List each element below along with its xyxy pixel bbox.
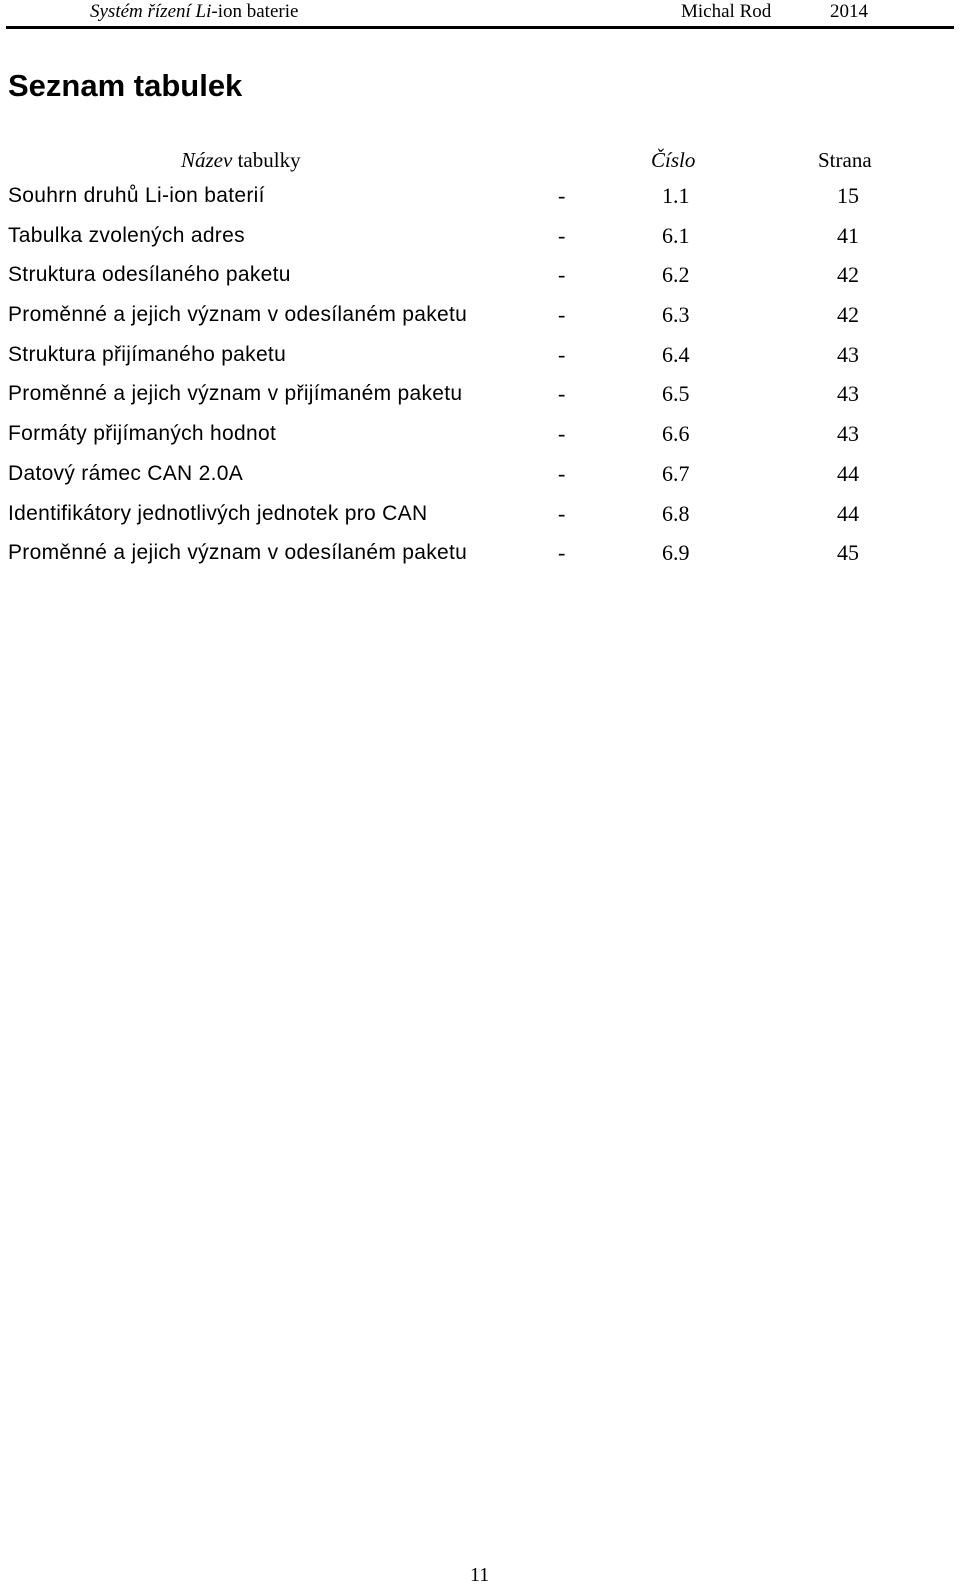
entry-page: 44 [837,500,859,526]
page-title: Seznam tabulek [8,68,243,103]
year: 2014 [830,1,868,22]
entry-dash: - [558,500,566,526]
entry-name: Formáty přijímaných hodnot [8,422,277,446]
entry-name: Proměnné a jejich význam v přijímaném paketu [8,382,463,406]
column-header-page: Strana [818,148,872,172]
column-header-name [181,148,301,173]
entry-dash: - [558,540,566,566]
entry-number: 6.5 [662,381,690,407]
table-header [0,148,960,176]
entry-name: Identifikátory jednotlivých jednotek pro CAN [8,501,428,525]
table-entry[interactable] [0,341,960,381]
document-title [90,1,298,23]
entry-name: Souhrn druhů Li-ion baterií [8,184,265,207]
entry-page: 45 [837,540,859,566]
entry-name: Tabulka zvolených adres [8,223,245,247]
column-header-number: Číslo [651,148,696,172]
table-entry[interactable] [0,301,960,341]
entry-page: 41 [837,222,859,248]
entry-number: 6.6 [662,421,690,447]
entry-dash: - [558,183,566,208]
entry-dash: - [558,421,566,447]
entry-number: 6.3 [662,302,690,328]
entry-page: 43 [837,341,859,367]
entry-name: Proměnné a jejich význam v odesílaném paketu [8,303,468,327]
entry-page: 42 [837,262,859,288]
entry-page: 15 [837,183,859,208]
entry-name: Struktura odesílaného paketu [8,263,291,287]
table-list [0,182,960,579]
table-entry[interactable] [0,380,960,420]
entry-name: Struktura přijímaného paketu [8,342,287,366]
column-header-name-rest: tabulky [232,148,301,172]
entry-name: Datový rámec CAN 2.0A [8,461,244,485]
entry-page: 44 [837,460,859,486]
entry-name: Proměnné a jejich význam v odesílaném paketu [8,541,468,565]
document-title-italic: Systém řízení Li [90,1,212,22]
entry-number: 6.7 [662,460,690,486]
entry-dash: - [558,341,566,367]
entry-page: 43 [837,381,859,407]
entry-dash: - [558,460,566,486]
author-name: Michal Rod [681,1,772,22]
entry-dash: - [558,222,566,248]
entry-number: 6.9 [662,540,690,566]
page-header [6,0,954,29]
entry-number: 1.1 [662,183,690,208]
entry-dash: - [558,302,566,328]
entry-dash: - [558,262,566,288]
entry-number: 6.1 [662,222,690,248]
entry-dash: - [558,381,566,407]
table-entry[interactable] [0,500,960,540]
column-header-name-italic: Název [181,148,233,172]
table-entry[interactable] [0,222,960,262]
entry-number: 6.4 [662,341,690,367]
entry-page: 43 [837,421,859,447]
entry-number: 6.2 [662,262,690,288]
table-entry[interactable] [0,420,960,460]
document-title-rest: -ion baterie [211,1,299,22]
table-entry[interactable] [0,539,960,579]
page-number: 11 [470,1564,490,1586]
entry-number: 6.8 [662,500,690,526]
table-entry[interactable] [0,261,960,301]
entry-page: 42 [837,302,859,328]
table-entry[interactable] [0,182,960,222]
table-entry[interactable] [0,460,960,500]
